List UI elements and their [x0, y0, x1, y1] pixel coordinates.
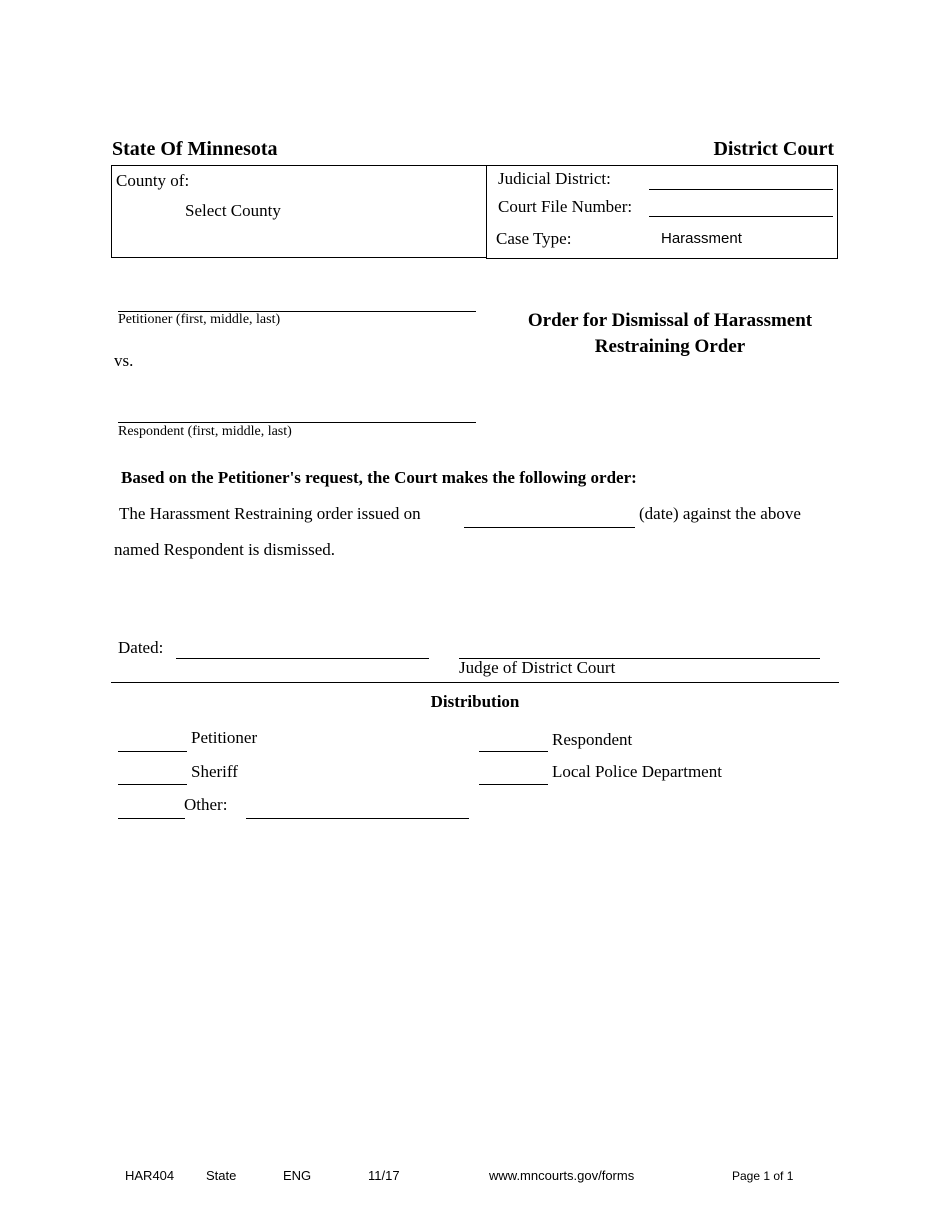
footer-website: www.mncourts.gov/forms [489, 1168, 635, 1183]
petitioner-label: Petitioner (first, middle, last) [118, 312, 281, 327]
footer-scope: State [206, 1168, 237, 1183]
judicial-district-label: Judicial District: [498, 169, 611, 188]
order-intro: Based on the Petitioner's request, the Court makes the following order: [121, 468, 637, 487]
judicial-district-field[interactable] [649, 170, 833, 190]
county-label: County of: [116, 171, 190, 190]
distribution-respondent-label: Respondent [552, 730, 633, 749]
document-title-line2: Restraining Order [594, 336, 746, 357]
distribution-police-blank[interactable] [479, 765, 548, 785]
case-type-label: Case Type: [496, 229, 572, 248]
distribution-petitioner-blank[interactable] [118, 732, 187, 752]
distribution-title: Distribution [430, 692, 520, 711]
distribution-sheriff-blank[interactable] [118, 765, 187, 785]
footer-language: ENG [283, 1168, 312, 1183]
dated-label: Dated: [118, 638, 164, 657]
distribution-other-label: Other: [184, 795, 228, 814]
order-text-line2: named Respondent is dismissed. [114, 540, 335, 559]
document-title-line1: Order for Dismissal of Harassment [527, 310, 813, 331]
county-select[interactable]: Select County [185, 201, 281, 220]
order-date-field[interactable] [464, 507, 635, 528]
document-title [500, 308, 840, 360]
versus-text: vs. [114, 351, 134, 370]
distribution-respondent-blank[interactable] [479, 732, 548, 752]
distribution-petitioner-label: Petitioner [191, 728, 258, 747]
court-file-number-field[interactable] [649, 197, 833, 217]
footer-form-code: HAR404 [125, 1168, 175, 1183]
distribution-other-field[interactable] [246, 799, 469, 819]
petitioner-name-field[interactable] [118, 292, 476, 312]
court-title: District Court [713, 138, 834, 160]
respondent-name-field[interactable] [118, 403, 476, 423]
footer-page-number: Page 1 of 1 [732, 1169, 794, 1183]
dated-field[interactable] [176, 638, 429, 659]
judge-label: Judge of District Court [459, 658, 616, 677]
case-type-value[interactable]: Harassment [661, 230, 742, 247]
state-title: State Of Minnesota [112, 138, 278, 160]
order-text-after-date: (date) against the above [639, 504, 801, 523]
distribution-divider [111, 682, 839, 683]
order-text-before-date: The Harassment Restraining order issued on [119, 504, 421, 523]
footer-revision: 11/17 [368, 1168, 400, 1183]
distribution-police-label: Local Police Department [552, 762, 722, 781]
distribution-sheriff-label: Sheriff [191, 762, 238, 781]
distribution-other-blank[interactable] [118, 799, 185, 819]
court-file-number-label: Court File Number: [498, 197, 633, 216]
respondent-label: Respondent (first, middle, last) [118, 424, 292, 439]
